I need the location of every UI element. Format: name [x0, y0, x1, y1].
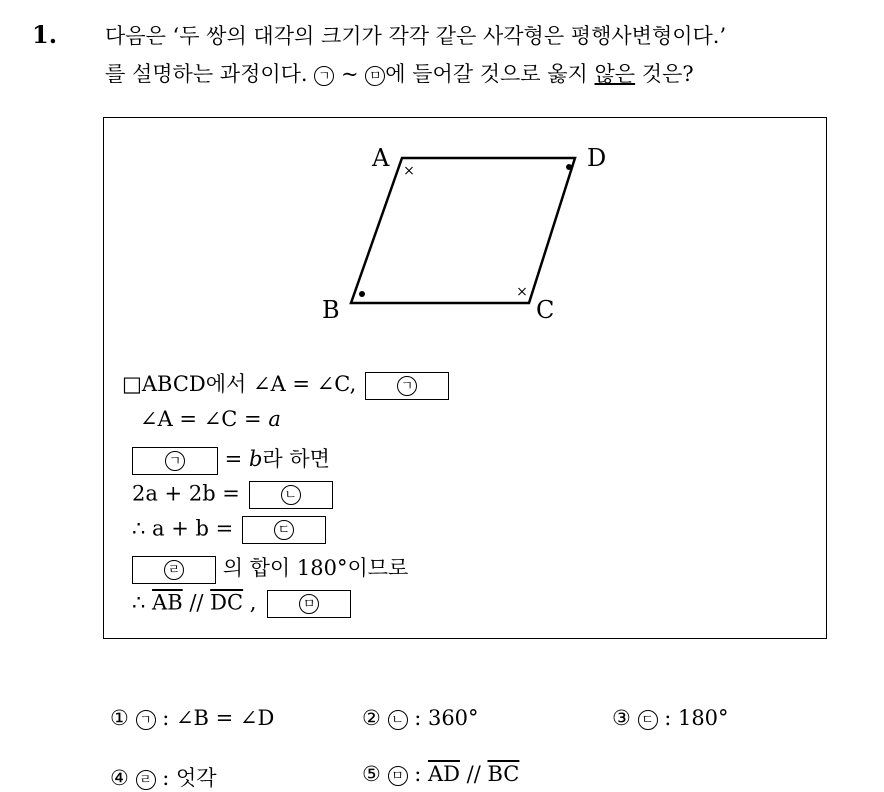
marker-last: ㅁ: [365, 66, 385, 86]
question-text-line1: 다음은 ‘두 쌍의 대각의 크기가 각각 같은 사각형은 평행사변형이다.’: [105, 24, 727, 48]
proof-step-3-var: b: [248, 447, 263, 471]
question-line2-mid: 에 들어갈 것으로 옳지: [385, 62, 595, 86]
angle-c-cross-mark: ×: [516, 284, 528, 300]
marker-4-icon: ㄷ: [274, 520, 294, 540]
option-2-colon: :: [407, 706, 428, 730]
marker-5-icon: ㄹ: [164, 560, 184, 580]
comma: ,: [243, 590, 257, 615]
blank-box-3: [249, 481, 333, 509]
vertex-label-a: A: [372, 144, 390, 172]
option-2-marker: ㄴ: [388, 710, 408, 730]
segment-ab: $\overline{AB}$: [152, 590, 183, 615]
question-line2-pre: 를 설명하는 과정이다.: [105, 62, 315, 86]
option-2[interactable]: [362, 706, 479, 730]
option-2-text: 360°: [427, 706, 479, 730]
proof-step-5: [132, 516, 326, 544]
marker-1-icon: ㄱ: [397, 376, 417, 396]
option-4-num: ④: [110, 766, 129, 790]
option-5-segment-ad: $\overline{AD}$: [427, 762, 460, 786]
angle-a-cross-mark: ×: [403, 163, 415, 179]
proof-step-6: [132, 552, 408, 584]
proof-step-4: [132, 481, 333, 509]
option-4-colon: :: [155, 766, 176, 790]
option-5-marker: ㅁ: [388, 766, 408, 786]
option-4[interactable]: [110, 762, 217, 792]
proof-step-3: [132, 443, 330, 475]
parallelogram-shape: [351, 158, 575, 303]
option-1-num: ①: [110, 706, 129, 730]
option-3-num: ③: [612, 706, 631, 730]
option-1-marker: ㄱ: [136, 710, 156, 730]
proof-step-4-text: 2a + 2b =: [132, 481, 240, 506]
proof-step-2: [140, 407, 281, 431]
marker-3-icon: ㄴ: [281, 485, 301, 505]
proof-step-3-post: 라 하면: [262, 447, 330, 471]
proof-step-5-text: ∴ a + b =: [132, 516, 234, 541]
option-3-text: 180°: [677, 706, 729, 730]
proof-step-7: [132, 590, 351, 618]
option-5-num: ⑤: [362, 762, 381, 786]
proof-step-2-var: a: [268, 407, 281, 431]
vertex-label-c: C: [536, 296, 555, 324]
angle-d-dot-mark: [566, 164, 572, 170]
blank-box-4: [242, 516, 326, 544]
option-4-marker: ㄹ: [136, 770, 156, 790]
option-3-marker: ㄷ: [638, 710, 658, 730]
option-5-colon: :: [407, 762, 428, 786]
proof-step-1-text: □ABCD에서 ∠A = ∠C,: [122, 372, 357, 396]
option-1-text: ∠B = ∠D: [175, 706, 275, 730]
marker-first: ㄱ: [314, 66, 334, 86]
proof-step-3-eq: =: [218, 447, 249, 471]
option-1-colon: :: [155, 706, 176, 730]
question-number: 1.: [32, 20, 58, 49]
proof-step-1: [122, 368, 449, 400]
parallel-sign: //: [182, 590, 211, 615]
blank-box-2: [132, 447, 218, 475]
proof-step-2-text: ∠A = ∠C =: [140, 407, 269, 431]
proof-frame: [103, 117, 827, 639]
option-1[interactable]: [110, 706, 274, 730]
option-5-segment-bc: $\overline{BC}$: [487, 762, 520, 786]
marker-2-icon: ㄱ: [165, 451, 185, 471]
marker-6-icon: ㅁ: [299, 594, 319, 614]
option-5[interactable]: [362, 762, 519, 786]
angle-b-dot-mark: [359, 291, 365, 297]
vertex-label-b: B: [322, 296, 340, 324]
tilde: ~: [334, 62, 366, 86]
blank-box-1: [365, 372, 449, 400]
question-line2-post: 것은?: [635, 62, 694, 86]
vertex-label-d: D: [587, 144, 607, 172]
option-2-num: ②: [362, 706, 381, 730]
question-text-line2: [105, 58, 694, 88]
option-3-colon: :: [657, 706, 678, 730]
segment-dc: $\overline{DC}$: [210, 590, 244, 615]
proof-step-7-therefore: ∴: [132, 590, 153, 615]
option-4-text: 엇각: [175, 766, 217, 790]
proof-step-6-text: 의 합이 180°이므로: [222, 556, 409, 580]
blank-box-6: [267, 590, 351, 618]
question-underline-word: 않은: [594, 62, 636, 86]
option-3[interactable]: [612, 706, 729, 730]
option-5-parallel: //: [459, 762, 488, 786]
blank-box-5: [132, 556, 216, 584]
